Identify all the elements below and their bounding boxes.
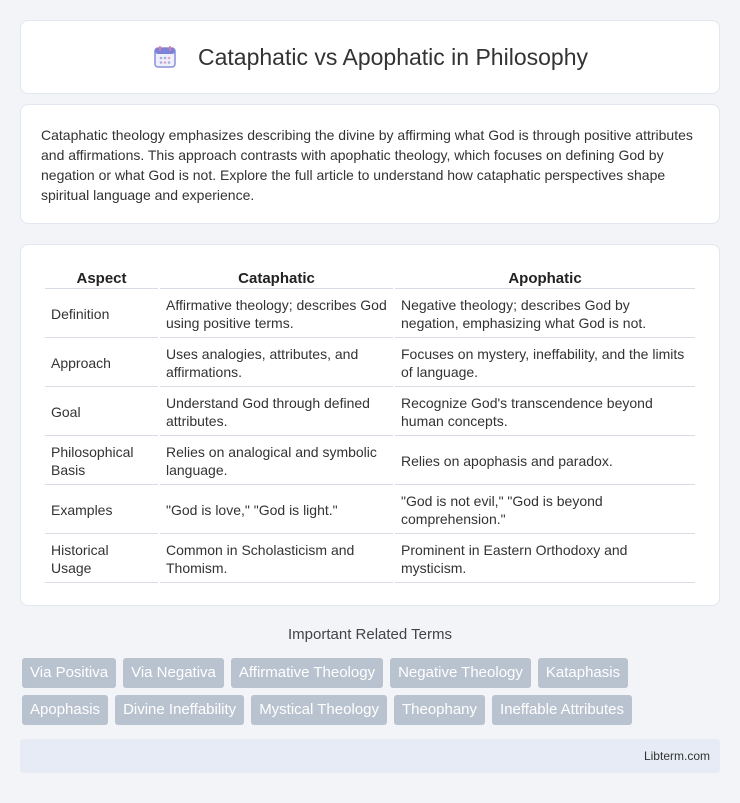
footer-site-link[interactable]: Libterm.com [643, 749, 710, 763]
intro-text: Cataphatic theology emphasizes describing the divine by affirming what God is through positive attributes and affirmations. This approach contrasts with apophatic theology, which focuses on defining God by negation or what God is not. Explore the full article to understand how cataphatic perspectives shape spiritual language and experience. [41, 127, 693, 203]
related-terms-title: Important Related Terms [288, 626, 452, 643]
table-cell-apophatic: Recognize God's transcendence beyond human concepts. [395, 389, 695, 436]
tag-apophasis[interactable]: Apophasis [22, 695, 108, 725]
table-cell-cataphatic: Common in Scholasticism and Thomism. [160, 536, 393, 583]
table-cell-aspect: Philosophical Basis [45, 438, 158, 485]
tag-theophany[interactable]: Theophany [394, 695, 485, 725]
table-cell-aspect: Goal [45, 389, 158, 436]
table-cell-apophatic: Prominent in Eastern Orthodoxy and mysticism. [395, 536, 695, 583]
tag-row [22, 658, 722, 688]
header-card [20, 20, 720, 94]
table-cell-apophatic: "God is not evil," "God is beyond comprehension." [395, 487, 695, 534]
comparison-table-card [20, 244, 720, 606]
intro-card [20, 104, 720, 224]
header-cataphatic: Cataphatic [160, 267, 393, 289]
tag-affirmative-theology[interactable]: Affirmative Theology [231, 658, 383, 688]
table-cell-aspect: Definition [45, 291, 158, 338]
table-row [45, 438, 695, 485]
tag-via-positiva[interactable]: Via Positiva [22, 658, 116, 688]
tag-negative-theology[interactable]: Negative Theology [390, 658, 531, 688]
related-terms [22, 658, 722, 732]
tag-via-negativa[interactable]: Via Negativa [123, 658, 224, 688]
table-cell-cataphatic: Uses analogies, attributes, and affirmations. [160, 340, 393, 387]
table-cell-aspect: Examples [45, 487, 158, 534]
table-cell-cataphatic: Understand God through defined attributes. [160, 389, 393, 436]
table-row [45, 487, 695, 534]
page-title: Cataphatic vs Apophatic in Philosophy [198, 43, 588, 70]
tag-kataphasis[interactable]: Kataphasis [538, 658, 628, 688]
table-cell-aspect: Historical Usage [45, 536, 158, 583]
table-row [45, 340, 695, 387]
table-row [45, 291, 695, 338]
table-cell-apophatic: Negative theology; describes God by negation, emphasizing what God is not. [395, 291, 695, 338]
footer [20, 739, 720, 773]
header-apophatic: Apophatic [395, 267, 695, 289]
table-header-row [45, 267, 695, 289]
table-row [45, 536, 695, 583]
tag-ineffable-attributes[interactable]: Ineffable Attributes [492, 695, 632, 725]
tag-mystical-theology[interactable]: Mystical Theology [251, 695, 387, 725]
table-row [45, 389, 695, 436]
header-aspect: Aspect [45, 267, 158, 289]
comparison-table [43, 265, 697, 585]
table-cell-cataphatic: Relies on analogical and symbolic language. [160, 438, 393, 485]
tag-divine-ineffability[interactable]: Divine Ineffability [115, 695, 244, 725]
table-cell-apophatic: Focuses on mystery, ineffability, and the limits of language. [395, 340, 695, 387]
tag-row [22, 695, 722, 725]
table-cell-cataphatic: "God is love," "God is light." [160, 487, 393, 534]
table-cell-apophatic: Relies on apophasis and paradox. [395, 438, 695, 485]
table-cell-cataphatic: Affirmative theology; describes God using positive terms. [160, 291, 393, 338]
calendar-icon [152, 44, 178, 70]
table-cell-aspect: Approach [45, 340, 158, 387]
